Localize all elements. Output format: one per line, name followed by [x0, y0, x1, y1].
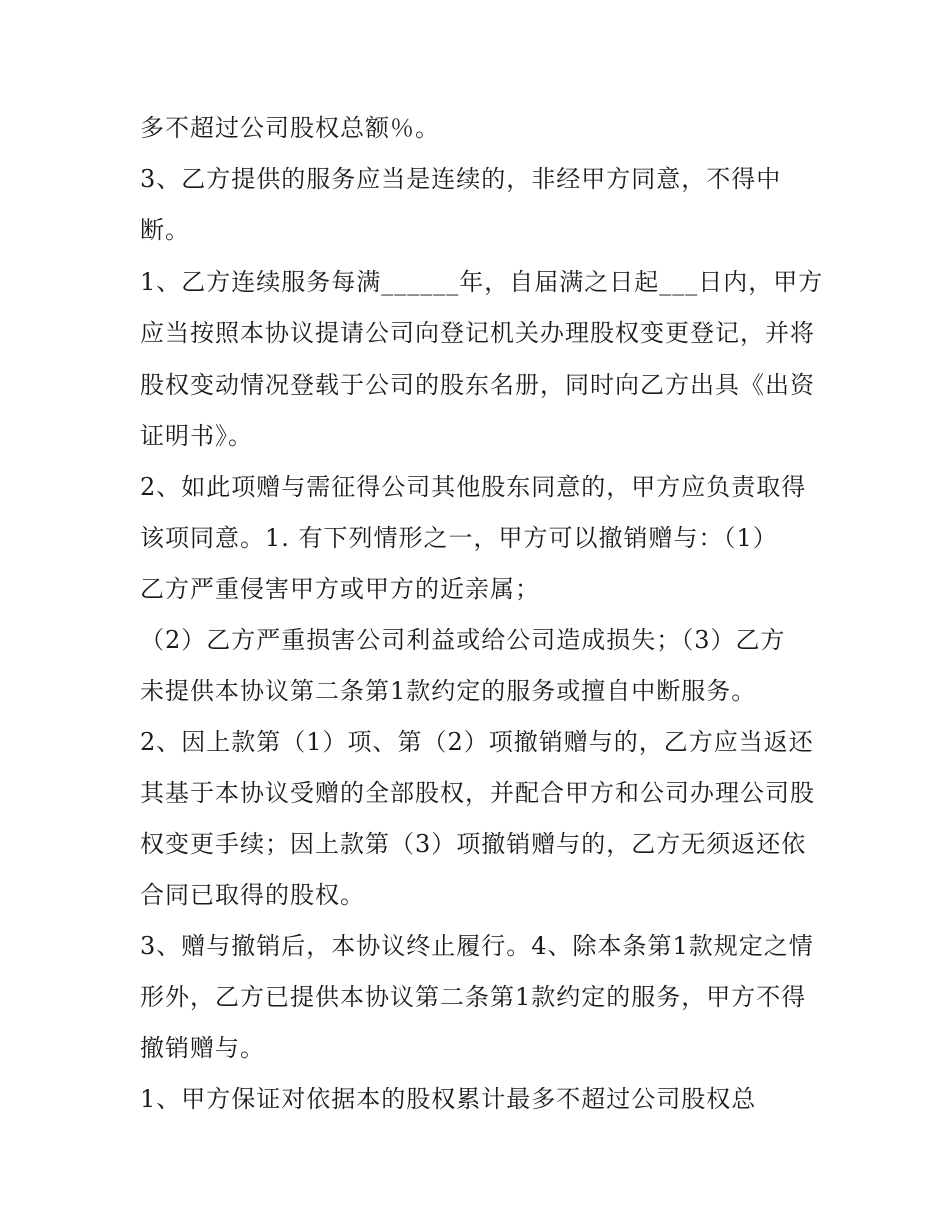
text-line: （2）乙方严重损害公司利益或给公司造成损失；（3）乙方: [140, 626, 786, 654]
text-line: 1、甲方保证对依据本的股权累计最多不超过公司股权总: [140, 1085, 757, 1113]
text-line: 2、如此项赠与需征得公司其他股东同意的，甲方应负责取得: [140, 473, 807, 501]
text-line: 合同已取得的股权。: [140, 881, 365, 909]
text-line: 权变更手续；因上款第（3）项撤销赠与的，乙方无须返还依: [140, 830, 807, 858]
text-line: 其基于本协议受赠的全部股权，并配合甲方和公司办理公司股: [140, 779, 815, 807]
text-line: 乙方严重侵害甲方或甲方的近亲属；: [140, 575, 540, 603]
text-line: 该项同意。1. 有下列情形之一，甲方可以撤销赠与：（1）: [140, 524, 778, 552]
text-line: 多不超过公司股权总额％。: [140, 114, 440, 142]
text-line: 形外，乙方已提供本协议第二条第1款约定的服务，甲方不得: [140, 983, 807, 1011]
text-line: 撤销赠与。: [140, 1034, 265, 1062]
text-line: 应当按照本协议提请公司向登记机关办理股权变更登记，并将: [140, 319, 815, 347]
text-line: 证明书》。: [140, 422, 253, 450]
text-line: 股权变动情况登载于公司的股东名册，同时向乙方出具《出资: [140, 371, 815, 399]
text-line: 3、赠与撤销后，本协议终止履行。4、除本条第1款规定之情: [140, 932, 814, 960]
text-line: 3、乙方提供的服务应当是连续的，非经甲方同意，不得中: [140, 165, 782, 193]
text-line: 未提供本协议第二条第1款约定的服务或擅自中断服务。: [140, 677, 757, 705]
text-line: 1、乙方连续服务每满______年，自届满之日起___日内，甲方: [140, 268, 824, 296]
text-line: 2、因上款第（1）项、第（2）项撤销赠与的，乙方应当返还: [140, 728, 814, 756]
text-line: 断。: [140, 216, 190, 244]
